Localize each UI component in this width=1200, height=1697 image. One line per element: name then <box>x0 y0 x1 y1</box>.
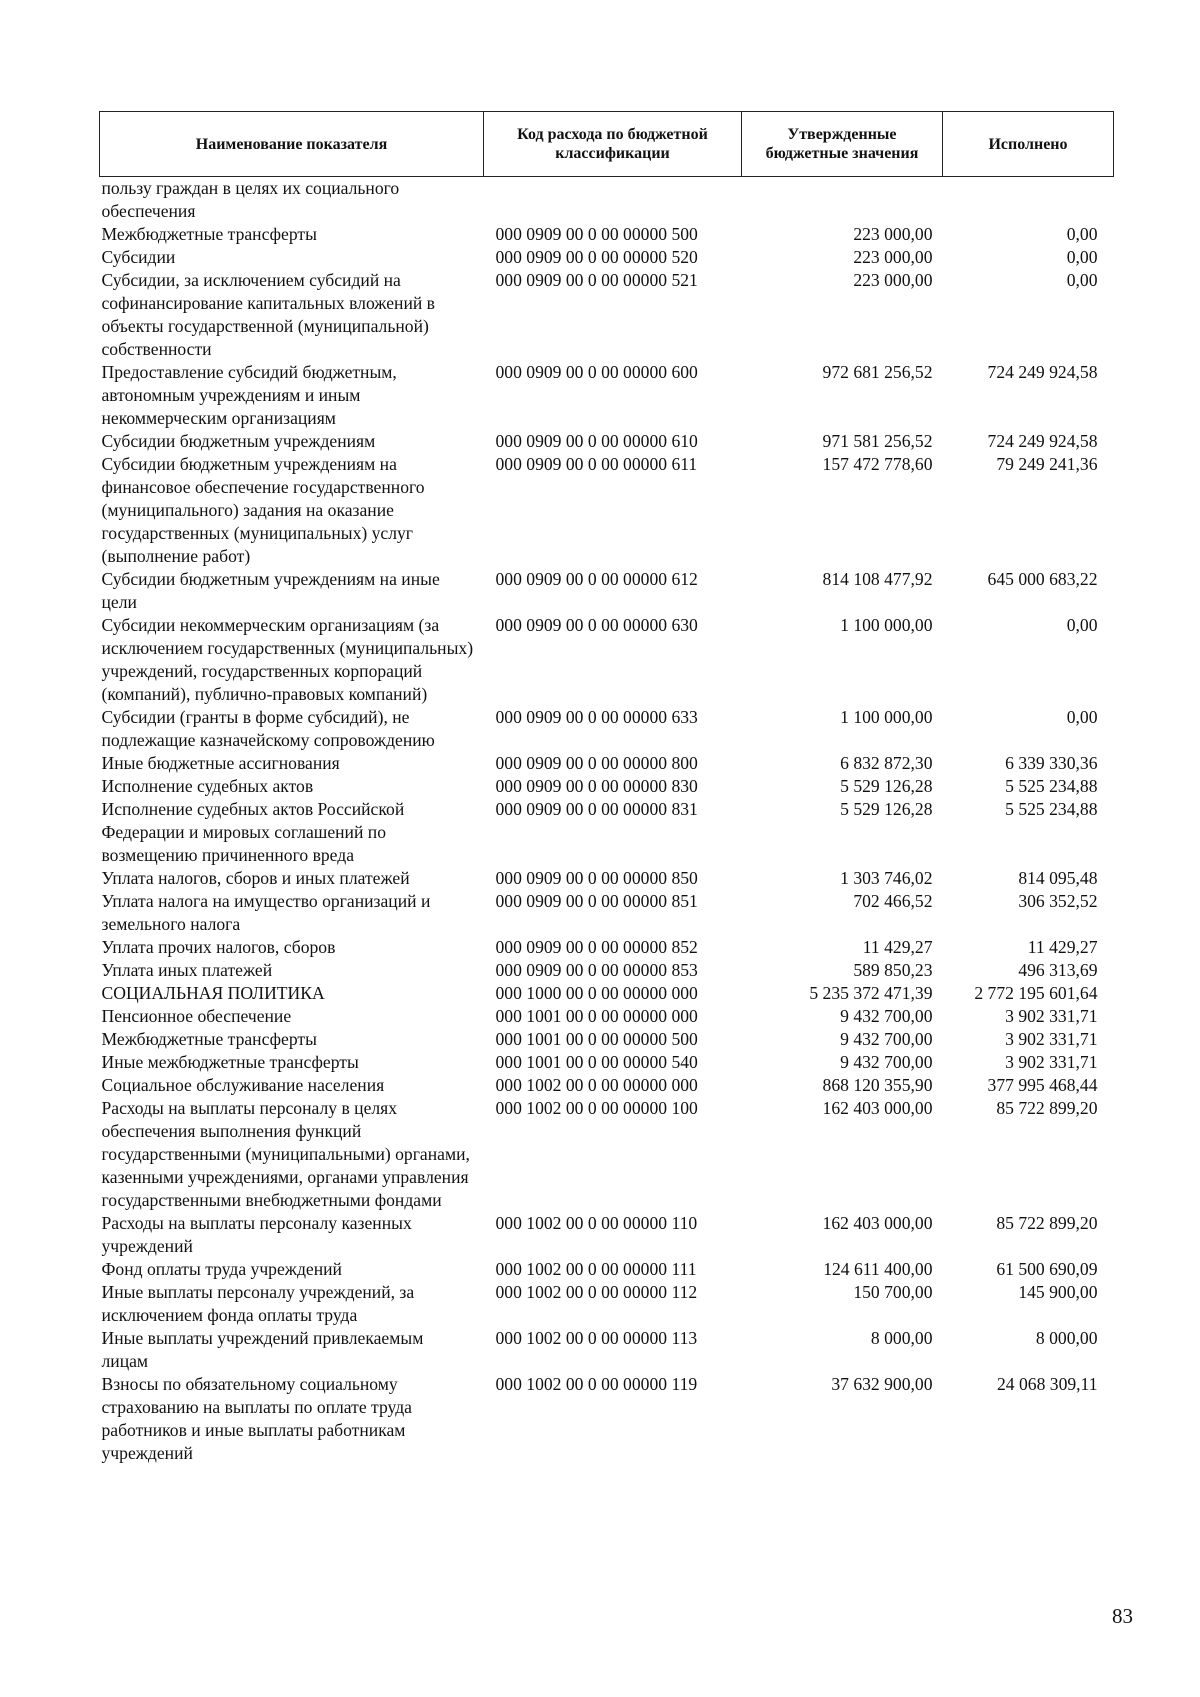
row-approved: 8 000,00 <box>870 1328 933 1348</box>
row-executed: 3 902 331,71 <box>1005 1029 1098 1049</box>
row-code: 000 0909 00 0 00 00000 851 <box>495 891 698 911</box>
row-approved: 1 303 746,02 <box>840 868 933 888</box>
row-code: 000 0909 00 0 00 00000 852 <box>495 937 698 957</box>
page-number: 83 <box>1112 1604 1133 1628</box>
row-approved: 9 432 700,00 <box>840 1029 933 1049</box>
row-approved: 9 432 700,00 <box>840 1052 933 1072</box>
row-executed: 85 722 899,20 <box>996 1213 1098 1233</box>
row-approved: 5 235 372 471,39 <box>809 983 933 1003</box>
row-name: Субсидии, за исключением субсидий на софинансирование капитальных вложений в объекты государственной (муниципальной) собственности <box>101 270 435 359</box>
table-row <box>100 775 1114 798</box>
row-executed: 306 352,52 <box>1018 891 1098 911</box>
row-code: 000 0909 00 0 00 00000 633 <box>495 707 698 727</box>
row-code: 000 0909 00 0 00 00000 612 <box>495 569 698 589</box>
table-row <box>100 1212 1114 1258</box>
row-code: 000 0909 00 0 00 00000 830 <box>495 776 698 796</box>
row-name: Расходы на выплаты персоналу в целях обеспечения выполнения функций государственными (муниципальными) органами, казенными учреждениями, органами управления государственными внебюджетными фондами <box>101 1098 470 1210</box>
table-row <box>100 568 1114 614</box>
row-executed: 814 095,48 <box>1018 868 1098 888</box>
row-code: 000 0909 00 0 00 00000 520 <box>495 247 698 267</box>
row-code: 000 1001 00 0 00 00000 500 <box>495 1029 698 1049</box>
row-executed: 3 902 331,71 <box>1005 1006 1098 1026</box>
row-approved: 223 000,00 <box>853 270 933 290</box>
row-code: 000 1002 00 0 00 00000 000 <box>495 1075 698 1095</box>
row-code: 000 1002 00 0 00 00000 110 <box>495 1213 698 1233</box>
row-approved: 162 403 000,00 <box>822 1213 933 1233</box>
row-approved: 1 100 000,00 <box>840 615 933 635</box>
row-approved: 9 432 700,00 <box>840 1006 933 1026</box>
row-approved: 5 529 126,28 <box>840 776 933 796</box>
row-name: Исполнение судебных актов <box>101 776 314 796</box>
row-code: 000 0909 00 0 00 00000 850 <box>495 868 698 888</box>
row-executed: 0,00 <box>1066 707 1098 727</box>
row-executed: 0,00 <box>1066 247 1098 267</box>
row-executed: 5 525 234,88 <box>1005 799 1098 819</box>
row-approved: 157 472 778,60 <box>822 454 933 474</box>
row-executed: 2 772 195 601,64 <box>974 983 1098 1003</box>
row-executed: 145 900,00 <box>1018 1282 1098 1302</box>
row-executed <box>943 177 1114 224</box>
header-code: Код расхода по бюджетной классификации <box>484 112 742 177</box>
table-row <box>100 177 1114 224</box>
row-name: Субсидии бюджетным учреждениям <box>101 431 376 451</box>
header-executed: Исполнено <box>943 112 1114 177</box>
row-code: 000 0909 00 0 00 00000 600 <box>495 362 698 382</box>
table-row <box>100 361 1114 430</box>
header-approved: Утвержденные бюджетные значения <box>742 112 943 177</box>
row-code: 000 0909 00 0 00 00000 610 <box>495 431 698 451</box>
row-name: Пенсионное обеспечение <box>101 1006 292 1026</box>
table-row <box>100 1097 1114 1212</box>
row-name: Субсидии некоммерческим организациям (за исключением государственных (муниципальных) учреждений, государственных корпораций (компаний), публично-правовых компаний) <box>101 615 474 704</box>
header-name: Наименование показателя <box>100 112 484 177</box>
table-row <box>100 936 1114 959</box>
row-approved: 5 529 126,28 <box>840 799 933 819</box>
table-header-row <box>100 112 1114 177</box>
row-name: Уплата налогов, сборов и иных платежей <box>101 868 410 888</box>
row-name: Уплата иных платежей <box>101 960 273 980</box>
row-approved: 223 000,00 <box>853 247 933 267</box>
row-code: 000 1000 00 0 00 00000 000 <box>495 983 698 1003</box>
row-approved: 814 108 477,92 <box>822 569 933 589</box>
row-name: Субсидии бюджетным учреждениям на финансовое обеспечение государственного (муниципального) задания на оказание государственных (муниципальных) услуг (выполнение работ) <box>101 454 425 566</box>
row-name: Субсидии <box>101 247 176 267</box>
row-approved: 6 832 872,30 <box>840 753 933 773</box>
row-approved: 971 581 256,52 <box>822 431 933 451</box>
row-name: Иные межбюджетные трансферты <box>101 1052 359 1072</box>
table-row <box>100 430 1114 453</box>
table-row <box>100 1373 1114 1465</box>
row-approved: 702 466,52 <box>853 891 933 911</box>
table-row <box>100 453 1114 568</box>
table-row <box>100 959 1114 982</box>
budget-execution-table <box>99 111 1114 1465</box>
row-code: 000 1002 00 0 00 00000 112 <box>495 1282 698 1302</box>
table-row <box>100 1028 1114 1051</box>
table-row <box>100 223 1114 246</box>
row-code <box>484 177 742 224</box>
row-executed: 377 995 468,44 <box>987 1075 1098 1095</box>
row-code: 000 1002 00 0 00 00000 113 <box>495 1328 698 1348</box>
row-approved: 37 632 900,00 <box>831 1374 933 1394</box>
table-row <box>100 752 1114 775</box>
row-approved: 868 120 355,90 <box>822 1075 933 1095</box>
row-approved: 150 700,00 <box>853 1282 933 1302</box>
row-name: Расходы на выплаты персоналу казенных учреждений <box>101 1213 412 1256</box>
table-row <box>100 614 1114 706</box>
row-code: 000 0909 00 0 00 00000 800 <box>495 753 698 773</box>
row-approved: 589 850,23 <box>853 960 933 980</box>
row-code: 000 1001 00 0 00 00000 540 <box>495 1052 698 1072</box>
table-row <box>100 1327 1114 1373</box>
row-name: Иные бюджетные ассигнования <box>101 753 340 773</box>
table-row <box>100 269 1114 361</box>
row-executed: 496 313,69 <box>1018 960 1098 980</box>
row-approved <box>742 177 943 224</box>
row-executed: 11 429,27 <box>1027 937 1098 957</box>
table-row <box>100 1258 1114 1281</box>
row-executed: 5 525 234,88 <box>1005 776 1098 796</box>
row-name: Фонд оплаты труда учреждений <box>101 1259 342 1279</box>
row-approved: 11 429,27 <box>862 937 933 957</box>
row-executed: 724 249 924,58 <box>987 362 1098 382</box>
table-row <box>100 867 1114 890</box>
row-code: 000 0909 00 0 00 00000 630 <box>495 615 698 635</box>
row-name: Предоставление субсидий бюджетным, автономным учреждениям и иным некоммерческим организациям <box>101 362 397 428</box>
row-name: Уплата налога на имущество организаций и земельного налога <box>101 891 431 934</box>
row-name: Субсидии бюджетным учреждениям на иные цели <box>101 569 440 612</box>
table-row <box>100 1281 1114 1327</box>
row-executed: 0,00 <box>1066 270 1098 290</box>
row-name: СОЦИАЛЬНАЯ ПОЛИТИКА <box>101 983 325 1003</box>
row-executed: 6 339 330,36 <box>1005 753 1098 773</box>
row-code: 000 0909 00 0 00 00000 831 <box>495 799 698 819</box>
row-executed: 24 068 309,11 <box>996 1374 1098 1394</box>
row-name: Межбюджетные трансферты <box>101 1029 317 1049</box>
row-name: Межбюджетные трансферты <box>101 224 317 244</box>
row-code: 000 0909 00 0 00 00000 521 <box>495 270 698 290</box>
row-executed: 85 722 899,20 <box>996 1098 1098 1118</box>
row-code: 000 0909 00 0 00 00000 500 <box>495 224 698 244</box>
row-executed: 8 000,00 <box>1035 1328 1098 1348</box>
row-code: 000 1002 00 0 00 00000 119 <box>495 1374 698 1394</box>
row-executed: 0,00 <box>1066 615 1098 635</box>
row-code: 000 1002 00 0 00 00000 100 <box>495 1098 698 1118</box>
table-row <box>100 706 1114 752</box>
row-code: 000 0909 00 0 00 00000 853 <box>495 960 698 980</box>
row-executed: 61 500 690,09 <box>996 1259 1098 1279</box>
row-executed: 645 000 683,22 <box>987 569 1098 589</box>
row-name: Исполнение судебных актов Российской Федерации и мировых соглашений по возмещению причиненного вреда <box>101 799 405 865</box>
table-row <box>100 1051 1114 1074</box>
row-name: Субсидии (гранты в форме субсидий), не подлежащие казначейскому сопровождению <box>101 707 435 750</box>
table-row <box>100 890 1114 936</box>
row-approved: 124 611 400,00 <box>823 1259 933 1279</box>
row-name: Социальное обслуживание населения <box>101 1075 385 1095</box>
row-code: 000 0909 00 0 00 00000 611 <box>495 454 698 474</box>
row-name: Иные выплаты персоналу учреждений, за исключением фонда оплаты труда <box>101 1282 415 1325</box>
table-row <box>100 1074 1114 1097</box>
row-approved: 972 681 256,52 <box>822 362 933 382</box>
table-row <box>100 246 1114 269</box>
row-executed: 79 249 241,36 <box>996 454 1098 474</box>
row-code: 000 1002 00 0 00 00000 111 <box>495 1259 697 1279</box>
row-executed: 3 902 331,71 <box>1005 1052 1098 1072</box>
row-name: Уплата прочих налогов, сборов <box>101 937 336 957</box>
row-approved: 1 100 000,00 <box>840 707 933 727</box>
row-executed: 724 249 924,58 <box>987 431 1098 451</box>
row-name: пользу граждан в целях их социального обеспечения <box>101 178 400 221</box>
table-row <box>100 982 1114 1005</box>
row-name: Иные выплаты учреждений привлекаемым лицам <box>101 1328 424 1371</box>
row-approved: 162 403 000,00 <box>822 1098 933 1118</box>
row-executed: 0,00 <box>1066 224 1098 244</box>
row-approved: 223 000,00 <box>853 224 933 244</box>
table-row <box>100 1005 1114 1028</box>
table-body <box>100 177 1114 1466</box>
row-code: 000 1001 00 0 00 00000 000 <box>495 1006 698 1026</box>
row-name: Взносы по обязательному социальному страхованию на выплаты по оплате труда работников и иные выплаты работникам учреждений <box>101 1374 412 1463</box>
table-row <box>100 798 1114 867</box>
